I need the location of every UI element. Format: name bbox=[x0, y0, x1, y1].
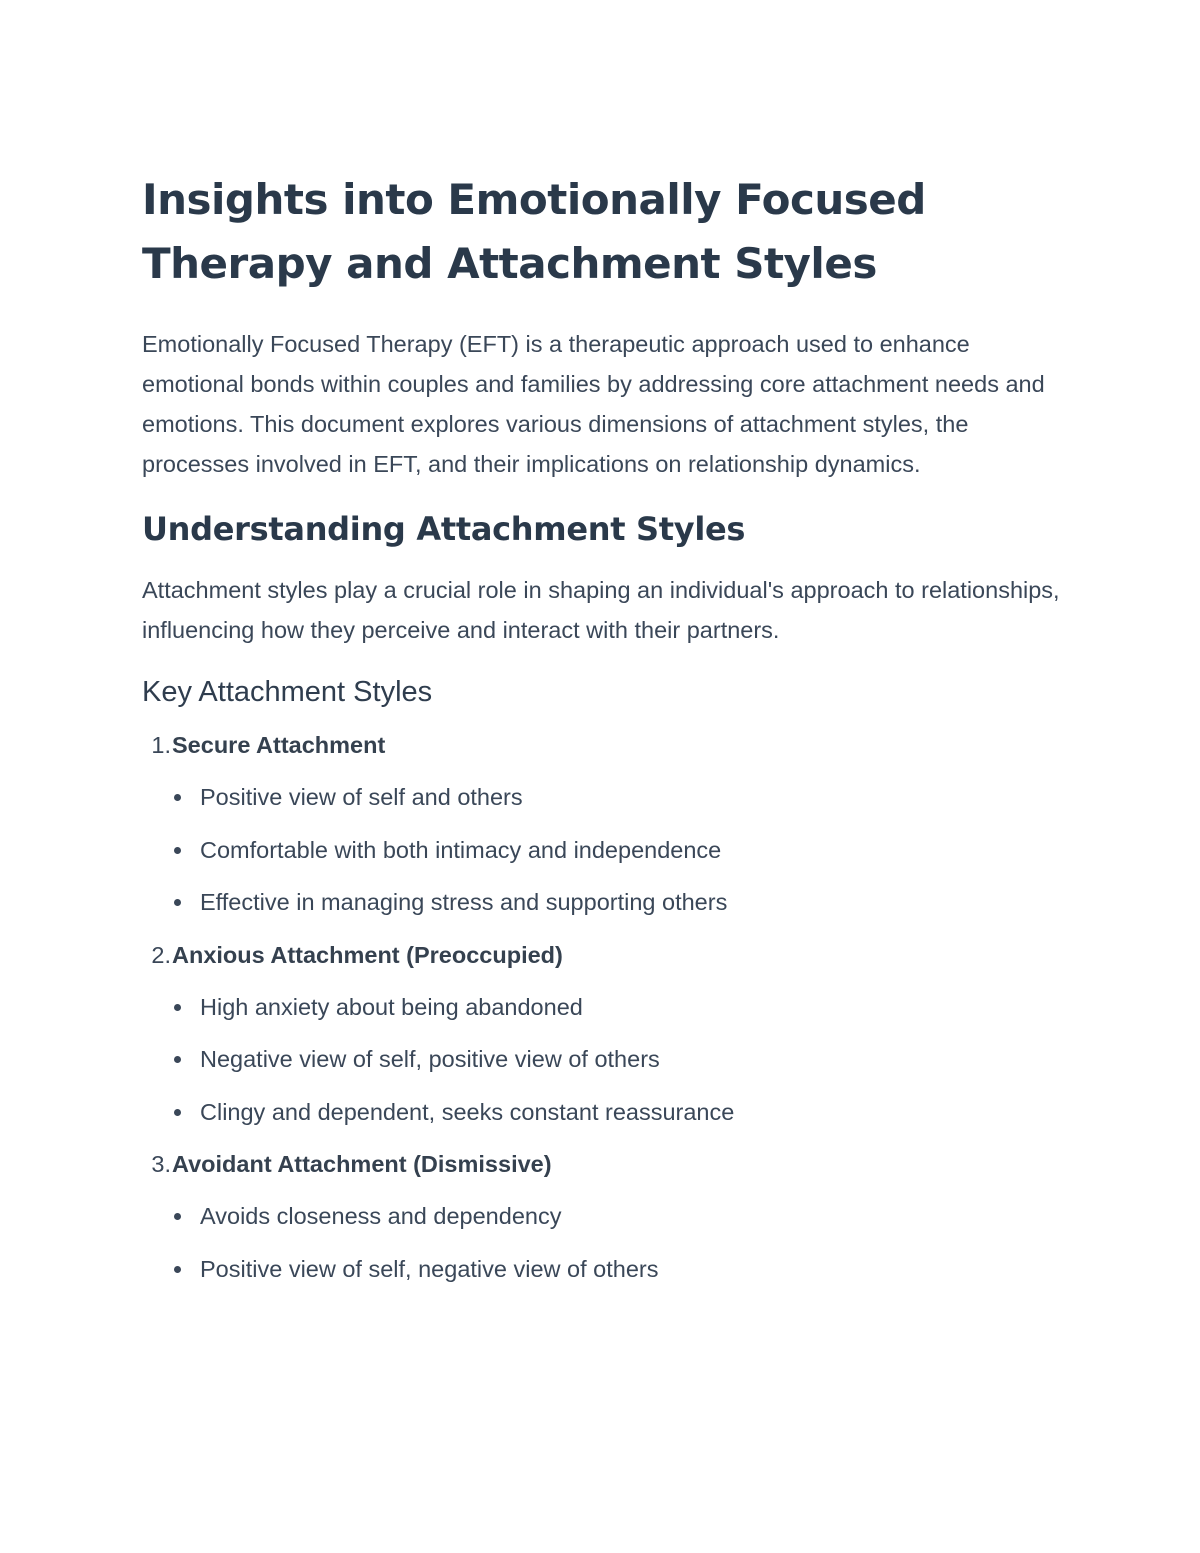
style-heading bbox=[142, 934, 1072, 976]
bullet-icon bbox=[174, 1266, 181, 1273]
intro-paragraph: Emotionally Focused Therapy (EFT) is a therapeutic approach used to enhance emotional bonds within couples and families by addressing core attachment needs and emotions. This document explores various dimensions of attachment styles, the processes involved in EFT, and their implications on relationship dynamics. bbox=[142, 331, 1045, 477]
list-number: 3. bbox=[151, 1151, 171, 1177]
bullet-icon bbox=[174, 794, 181, 801]
bullet-icon bbox=[174, 1109, 181, 1116]
document-title: Insights into Emotionally Focused Therapy and Attachment Styles bbox=[142, 175, 926, 288]
list-item bbox=[142, 934, 1072, 1133]
section-paragraph: Attachment styles play a crucial role in shaping an individual's approach to relationships, influencing how they perceive and interact with their partners. bbox=[142, 577, 1060, 643]
style-name: Secure Attachment bbox=[172, 732, 386, 758]
subsection-heading: Key Attachment Styles bbox=[142, 676, 433, 708]
bullet-item bbox=[172, 776, 1072, 818]
bullet-text: Positive view of self, negative view of others bbox=[200, 1255, 659, 1282]
attachment-styles-list bbox=[142, 724, 1072, 1290]
bullet-text: Avoids closeness and dependency bbox=[200, 1203, 562, 1229]
section-heading: Understanding Attachment Styles bbox=[142, 510, 746, 548]
list-item bbox=[142, 1143, 1072, 1290]
bullet-icon bbox=[174, 1213, 181, 1220]
bullet-text: Negative view of self, positive view of others bbox=[200, 1046, 660, 1072]
style-points bbox=[142, 776, 1072, 923]
list-item bbox=[142, 724, 1072, 923]
list-number: 1. bbox=[151, 732, 171, 758]
style-points bbox=[142, 1195, 1072, 1290]
bullet-icon bbox=[174, 847, 181, 854]
bullet-text: Effective in managing stress and supporting others bbox=[200, 889, 728, 915]
bullet-item bbox=[172, 1248, 1072, 1290]
bullet-item bbox=[172, 1195, 1072, 1237]
bullet-text: High anxiety about being abandoned bbox=[200, 993, 583, 1020]
style-points bbox=[142, 986, 1072, 1133]
bullet-item bbox=[172, 881, 1072, 923]
bullet-item bbox=[172, 1038, 1072, 1080]
bullet-text: Comfortable with both intimacy and independence bbox=[200, 836, 722, 863]
document-page bbox=[142, 168, 1072, 1300]
bullet-item bbox=[172, 829, 1072, 871]
bullet-icon bbox=[174, 1004, 181, 1011]
style-name: Avoidant Attachment (Dismissive) bbox=[172, 1151, 552, 1177]
bullet-icon bbox=[174, 899, 181, 906]
bullet-item bbox=[172, 986, 1072, 1028]
bullet-text: Positive view of self and others bbox=[200, 784, 523, 810]
style-name: Anxious Attachment (Preoccupied) bbox=[172, 941, 563, 968]
bullet-item bbox=[172, 1091, 1072, 1133]
list-number: 2. bbox=[151, 941, 171, 968]
style-heading bbox=[142, 1143, 1072, 1185]
bullet-text: Clingy and dependent, seeks constant reassurance bbox=[200, 1098, 735, 1125]
bullet-icon bbox=[174, 1056, 181, 1063]
style-heading bbox=[142, 724, 1072, 766]
